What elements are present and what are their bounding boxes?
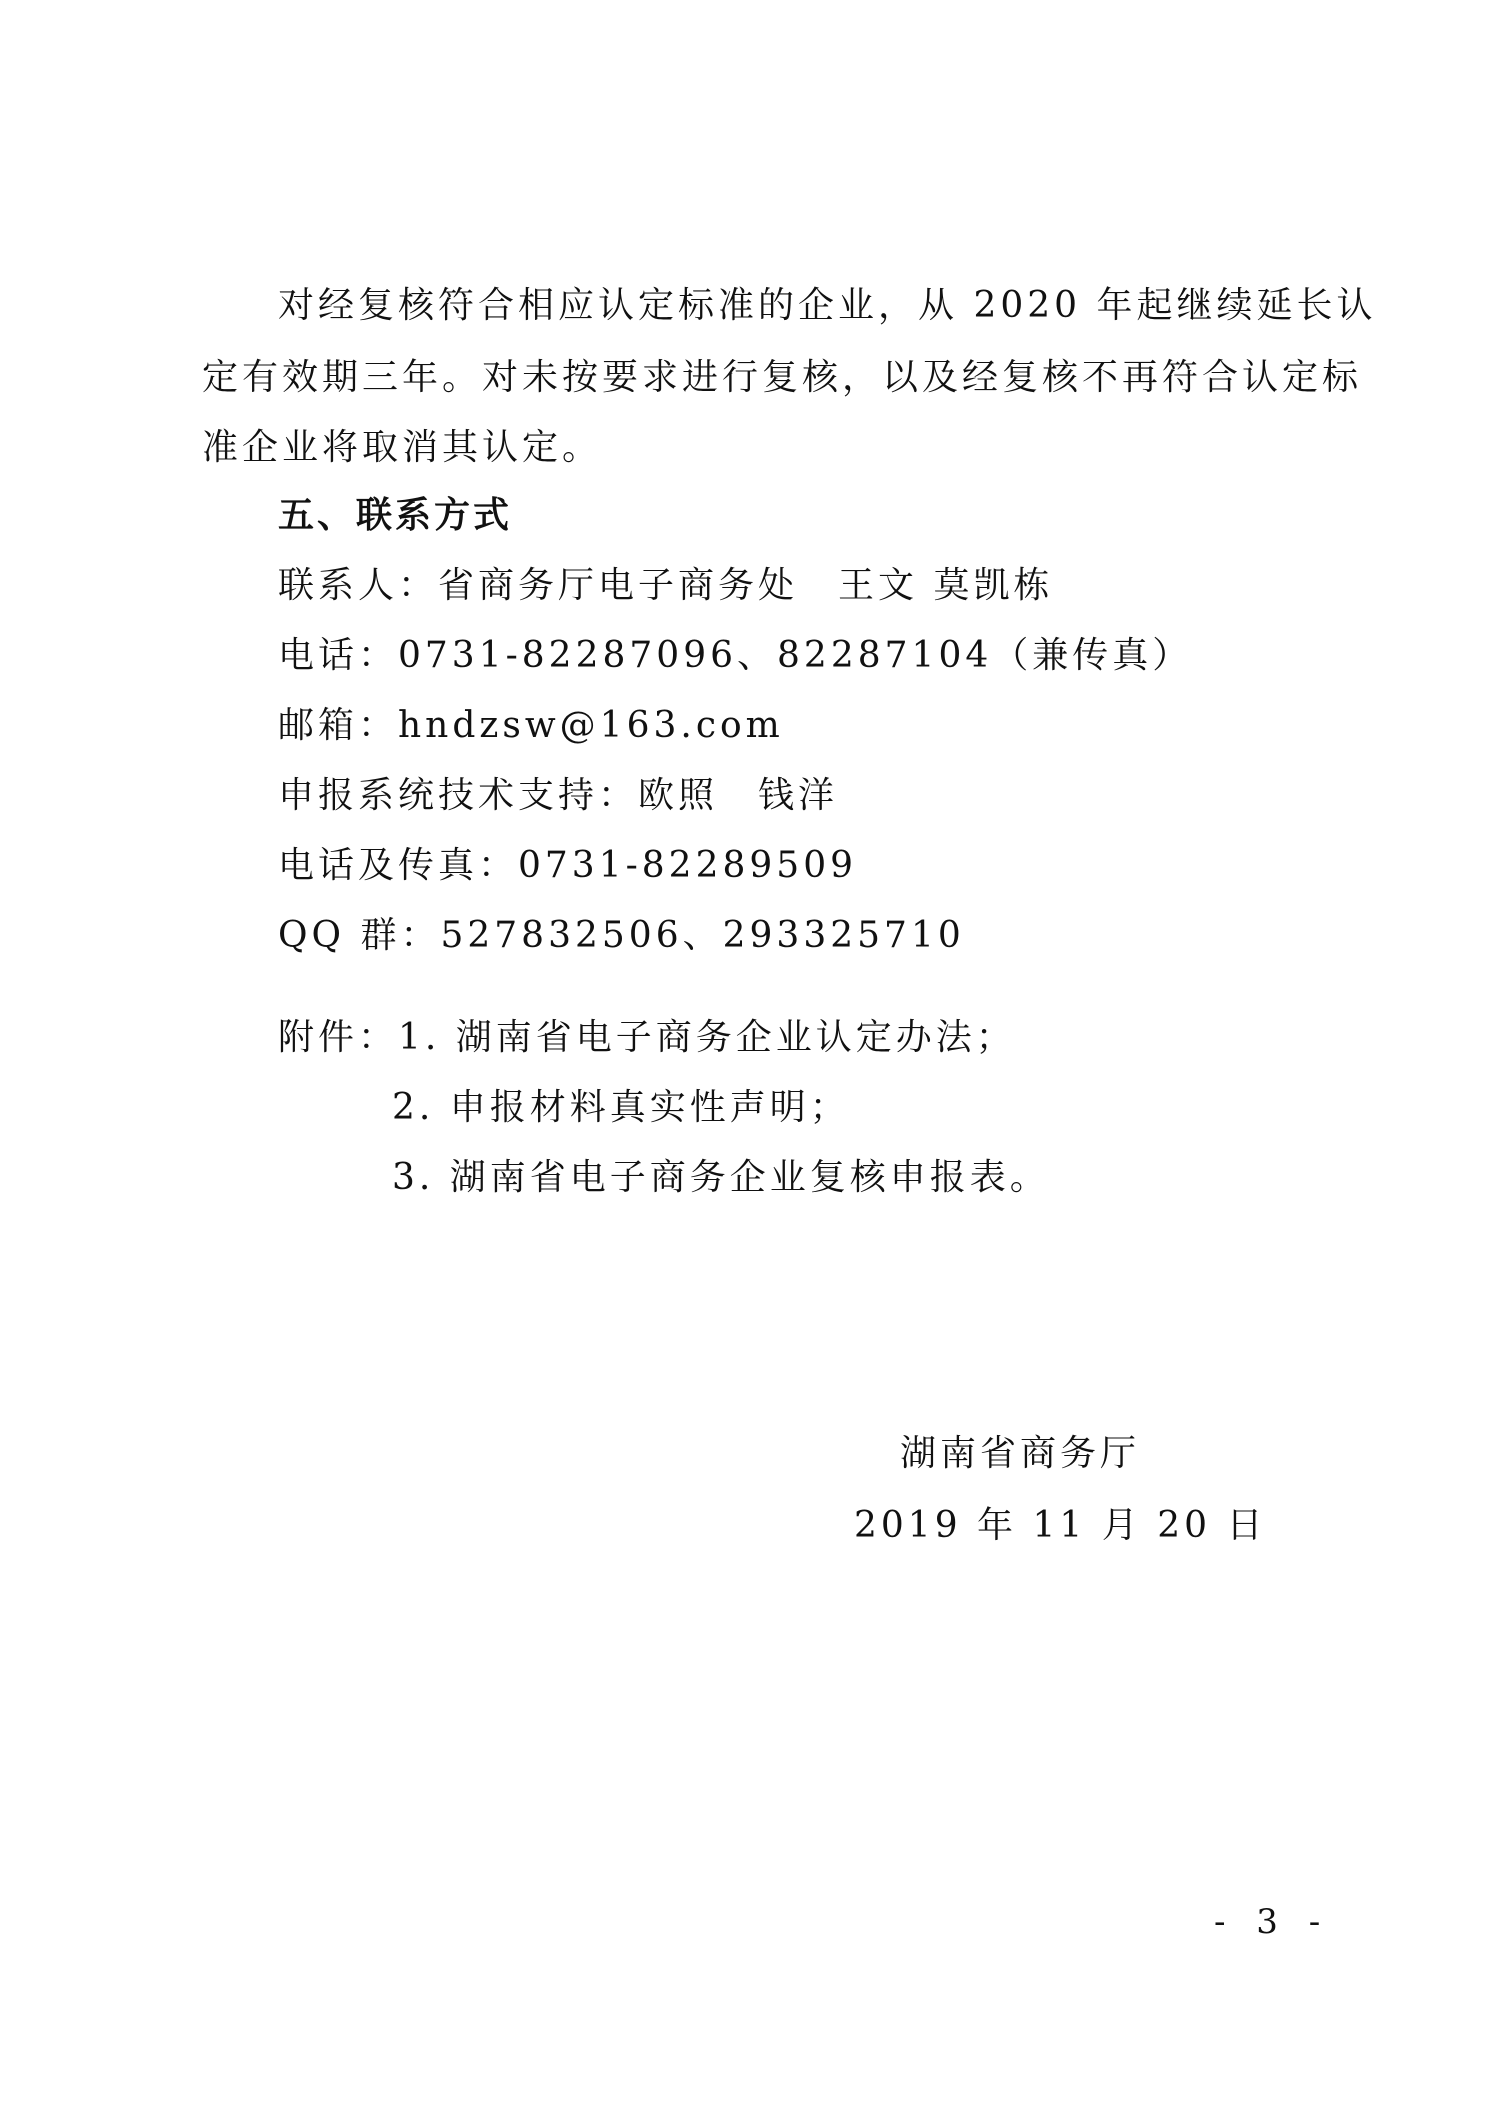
- paragraph-line-1: 对经复核符合相应认定标准的企业，从 2020 年起继续延长认: [278, 285, 1377, 326]
- tech-support: 申报系统技术支持：欧照 钱洋: [278, 775, 839, 816]
- signature-date: 2019 年 11 月 20 日: [854, 1505, 1267, 1546]
- signature-organization: 湖南省商务厅: [900, 1433, 1141, 1474]
- qq-group: QQ 群：527832506、293325710: [278, 915, 965, 956]
- paragraph-line-3: 准企业将取消其认定。: [202, 427, 603, 468]
- contact-phone: 电话：0731-82287096、82287104（兼传真）: [278, 635, 1193, 676]
- attachment-item-1: 附件：1. 湖南省电子商务企业认定办法；: [278, 1017, 1016, 1058]
- contact-heading: 五、联系方式: [278, 495, 513, 536]
- page-number: - 3 -: [1214, 1902, 1331, 1942]
- attachment-item-3: 3. 湖南省电子商务企业复核申报表。: [392, 1157, 1050, 1198]
- contact-email: 邮箱：hndzsw@163.com: [278, 705, 784, 746]
- tech-phone-fax: 电话及传真：0731-82289509: [278, 845, 858, 886]
- paragraph-line-2: 定有效期三年。对未按要求进行复核，以及经复核不再符合认定标: [202, 357, 1363, 398]
- attachment-item-2: 2. 申报材料真实性声明；: [392, 1087, 850, 1128]
- contact-person: 联系人：省商务厅电子商务处 王文 莫凯栋: [278, 565, 1054, 606]
